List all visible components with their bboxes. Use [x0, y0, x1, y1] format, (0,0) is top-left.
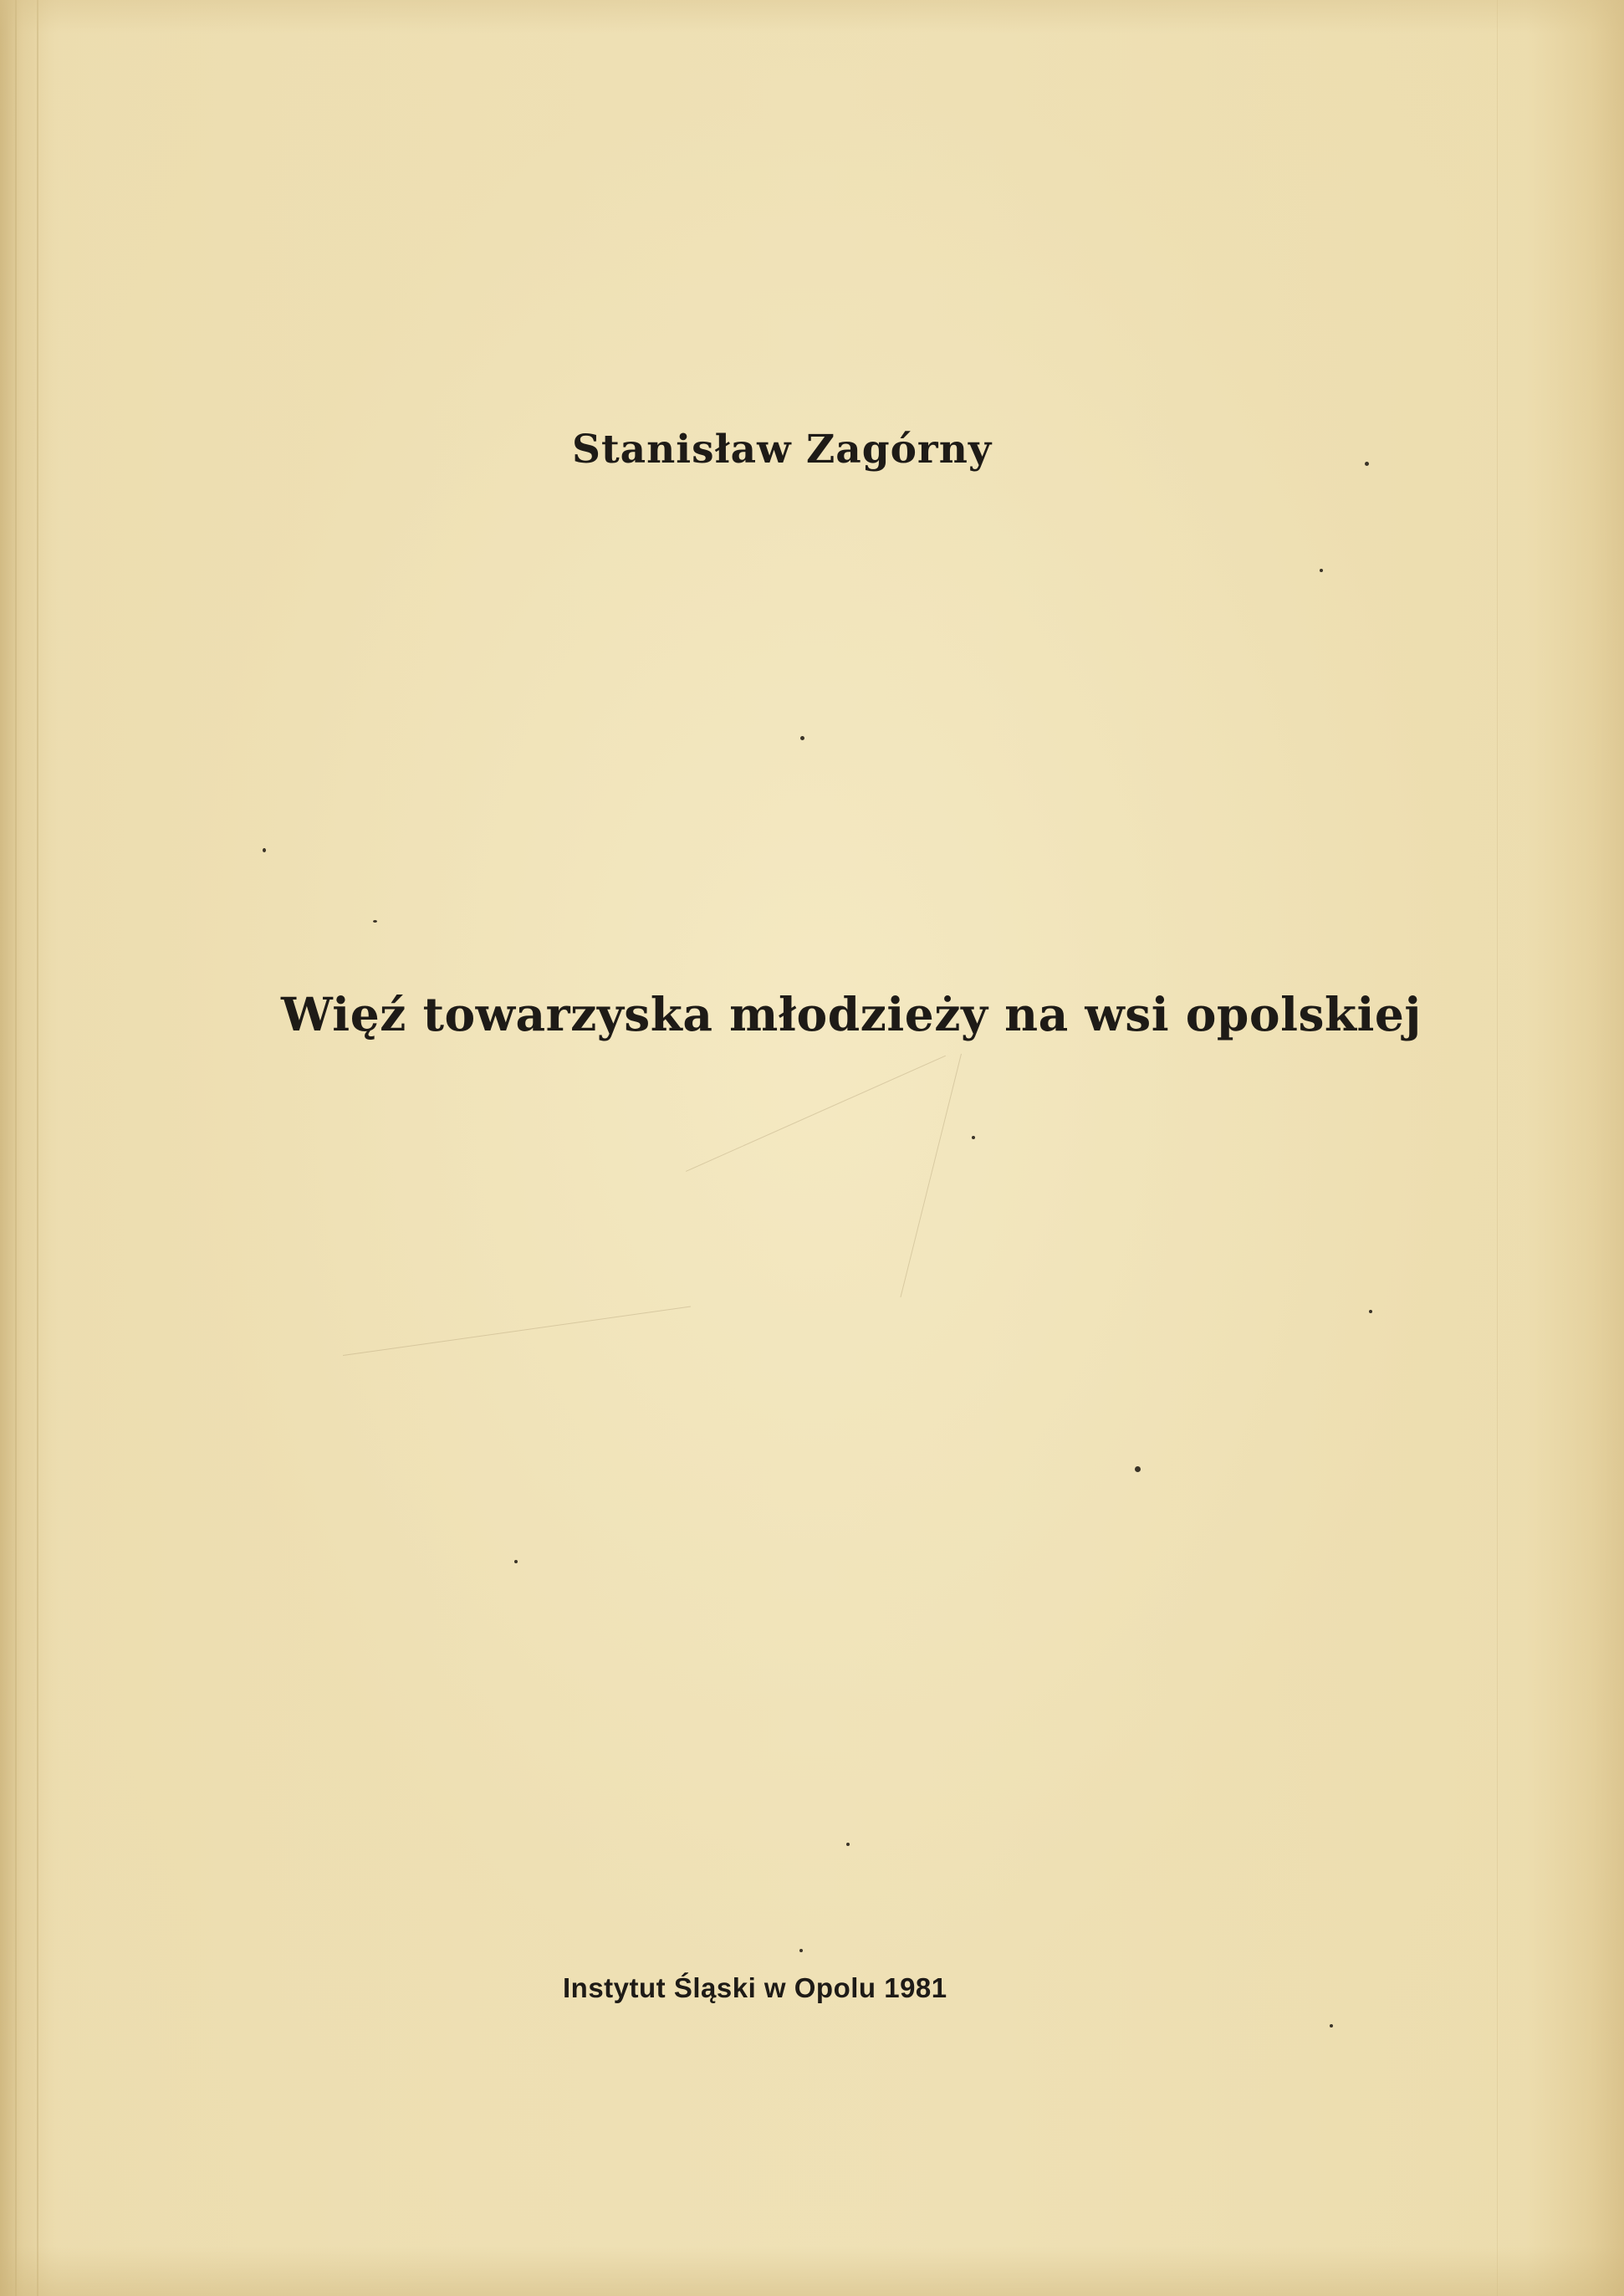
paper-speck	[1320, 569, 1323, 572]
cover-top-edge	[0, 0, 1624, 33]
paper-speck	[1365, 462, 1369, 466]
paper-speck	[373, 920, 377, 923]
cover-spine-shadow	[0, 0, 59, 2296]
spine-fold-line	[15, 0, 17, 2296]
publisher-imprint: Instytut Śląski w Opolu 1981	[563, 1972, 947, 2003]
paper-scratch	[343, 1307, 691, 1356]
paper-speck	[1135, 1466, 1141, 1472]
paper-speck	[799, 1949, 803, 1952]
paper-speck	[263, 848, 266, 852]
paper-speck	[1369, 1310, 1372, 1313]
paper-crease	[1497, 0, 1498, 2296]
spine-fold-line	[37, 0, 38, 2296]
paper-speck	[1330, 2024, 1333, 2028]
paper-scratch	[686, 1056, 946, 1172]
cover-bottom-edge	[0, 2246, 1624, 2296]
paper-scratch	[900, 1054, 962, 1297]
author-name: Stanisław Zagórny	[572, 427, 993, 473]
paper-speck	[972, 1136, 975, 1139]
paper-speck	[800, 736, 804, 740]
paper-speck	[846, 1843, 850, 1846]
paper-speck	[514, 1560, 518, 1563]
book-title: Więź towarzyska młodzieży na wsi opolskiej	[281, 987, 1422, 1041]
